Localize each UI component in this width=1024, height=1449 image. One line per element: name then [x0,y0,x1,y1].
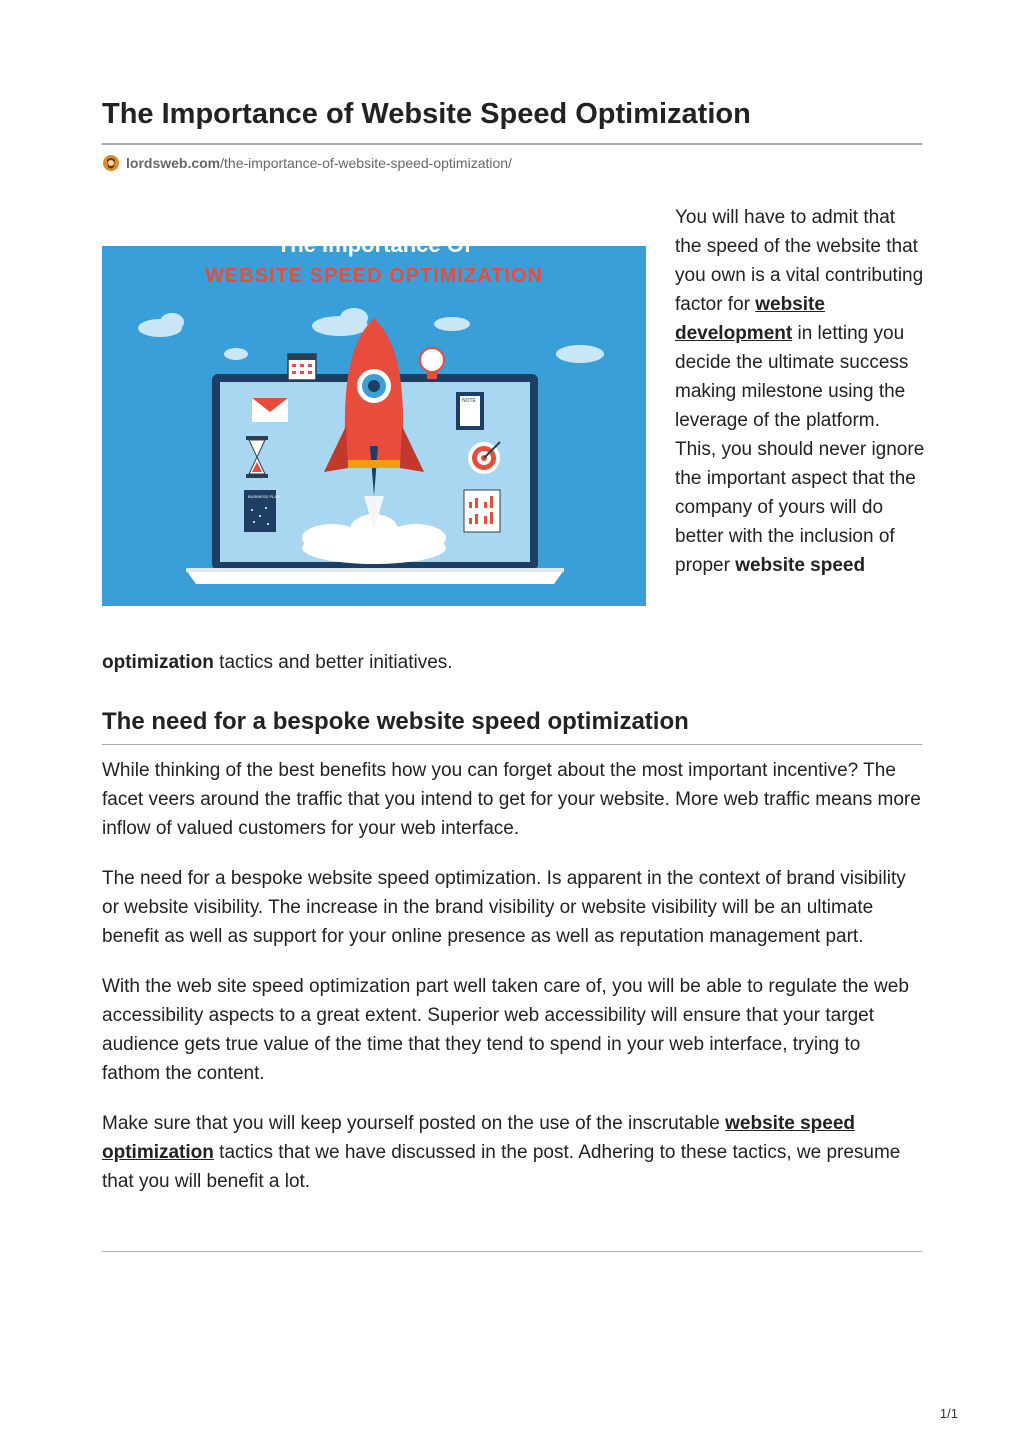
hero-title-main: WEBSITE SPEED OPTIMIZATION [205,265,543,287]
paragraph-4 [102,1109,922,1196]
heading-divider [102,744,922,745]
source-path[interactable]: /the-importance-of-website-speed-optimization/ [220,155,512,171]
paragraph-4-text-a: Make sure that you will keep yourself posted on the use of the inscrutable [102,1113,726,1134]
source-domain[interactable]: lordsweb.com [126,155,221,171]
envelope-icon [252,398,288,422]
hero-title-top: The Importance Of [276,232,472,257]
footer-divider [102,1251,922,1252]
title-divider [102,143,922,145]
page-title: The Importance of Website Speed Optimization [102,98,751,130]
business-plan-label: BUSINESS PLAN [248,494,280,499]
website-speed-optimization-link[interactable]: website speed optimization [102,1113,856,1163]
paragraph-1: While thinking of the best benefits how you can forget about the most important incentive? The facet veers around the traffic that you intend to get for your website. More web traffic means more inflow of valued customers for your web interface. [102,760,921,839]
lion-logo-icon [102,154,120,172]
source-url[interactable] [102,152,512,174]
intro-bold-1: website speed [735,555,866,576]
intro-text-3: tactics and better initiatives. [213,652,453,673]
report-icon [464,490,500,532]
note-label: NOTE [462,398,476,404]
target-icon [468,442,500,474]
business-plan-icon [244,490,280,532]
website-development-link[interactable]: website development [675,294,825,344]
notebook-icon [456,392,484,430]
paragraph-2: The need for a bespoke website speed optimization. Is apparent in the context of brand visibility or website visibility. The increase in the brand visibility or website visibility will be an ultimate benefit as well as support for your online presence as well as reputation management part. [102,868,906,947]
calendar-icon [288,354,316,380]
rocket-illustration [102,232,646,606]
section-body [102,756,922,1217]
page-number: 1/1 [939,1406,958,1421]
hero-image [102,232,646,606]
intro-text-1: You will have to admit that the speed of the website that you own is a vital contributing factor for [675,207,924,315]
intro-bold-2: optimization [102,652,214,673]
intro-text-2: in letting you decide the ultimate success making milestone using the leverage of the platform. This, you should never ignore the important aspect that the company of yours will do better with the inclusion of proper [675,323,925,576]
paragraph-4-text-b: tactics that we have discussed in the post. Adhering to these tactics, we presume that you will benefit a lot. [102,1142,901,1192]
section-heading: The need for a bespoke website speed optimization [102,708,689,735]
intro-paragraph [675,203,925,580]
intro-continuation [102,648,922,677]
paragraph-3: With the web site speed optimization part well taken care of, you will be able to regulate the web accessibility aspects to a great extent. Superior web accessibility will ensure that your target audience gets true value of the time that they tend to spend in your web interface, trying to fathom the content. [102,976,909,1084]
